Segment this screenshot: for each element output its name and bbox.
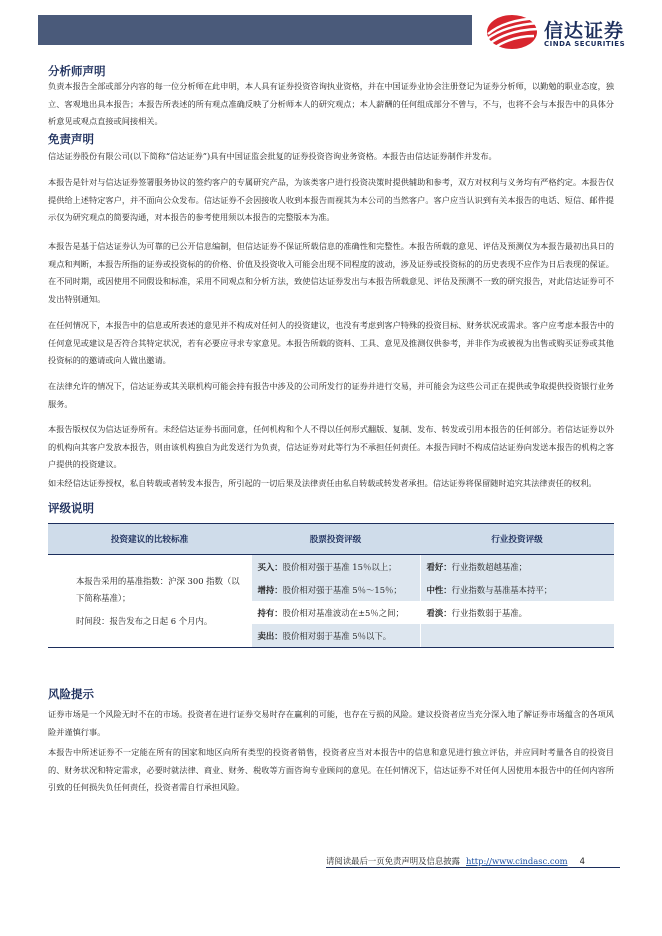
disclaimer-paragraph: 在法律允许的情况下，信达证券或其关联机构可能会持有报告中涉及的公司所发行的证券并进行交易，并可能会为这些公司正在提供或争取提供投资银行业务服务。: [48, 381, 614, 409]
industry-rating-header: 行业投资评级: [420, 524, 614, 555]
disclaimer-paragraph: 信达证券股份有限公司(以下简称“信达证券”)具有中国证监会批复的证券投资咨询业务资格。本报告由信达证券制作并发布。: [48, 151, 497, 161]
footer-text: 请阅读最后一页免责声明及信息披露: [326, 856, 460, 866]
rating-key: 看淡：: [426, 607, 452, 618]
rating-text: 股价相对弱于基准 5％以下。: [282, 630, 392, 641]
industry-rating-cell: [420, 578, 614, 601]
disclaimer-paragraph: 本报告版权仅为信达证券所有。未经信达证券书面同意，任何机构和个人不得以任何形式翻版、复制、发布、转发或引用本报告的任何部分。若信达证券以外的机构向其客户发放本报告，则由该机构独自为此发送行为负责，信达证券对此等行为不承担任何责任。本报告同时不构成信达证券向发送本报告的机构之客户提供的投资建议。: [48, 424, 614, 469]
rating-text: 行业指数超越基准；: [451, 561, 527, 572]
period-text: 时间段：报告发布之日起 6 个月内。: [76, 615, 213, 626]
risk-paragraph: 证券市场是一个风险无时不在的市场。投资者在进行证券交易时存在赢利的可能，也存在亏损的风险。建议投资者应当充分深入地了解证券市场蕴含的各项风险并谨慎行事。: [48, 709, 614, 737]
analyst-statement-title: 分析师声明: [48, 64, 106, 78]
rating-key: 看好：: [426, 561, 452, 572]
rating-text: 股价相对强于基准 5％～15％；: [282, 584, 402, 595]
disclaimer-paragraph: 本报告是针对与信达证券签署服务协议的签约客户的专属研究产品，为该类客户进行投资决策时提供辅助和参考，双方对权利与义务均有严格约定。本报告仅提供给上述特定客户，并不面向公众发布。信达证券不会因接收人收到本报告而视其为本公司的当然客户。客户应当认识到有关本报告的电话、短信、邮件提示仅为研究观点的简要沟通，对本报告的参考使用须以本报告的完整版本为准。: [48, 177, 614, 222]
rating-title: 评级说明: [48, 501, 94, 515]
logo-english-name: CINDA SECURITIES: [544, 40, 626, 48]
rating-key: 增持：: [257, 584, 283, 595]
stock-rating-cell: [251, 624, 420, 648]
rating-text: 行业指数弱于基准。: [451, 607, 527, 618]
industry-rating-cell: [420, 624, 614, 648]
website-link[interactable]: http://www.cindasc.com: [466, 856, 568, 866]
benchmark-text: 本报告采用的基准指数：沪深 300 指数（以下简称基准）；: [76, 575, 240, 603]
page-footer: [326, 855, 626, 867]
rating-table: [48, 523, 614, 648]
logo-chinese-name: 信达证券: [544, 20, 625, 42]
risk-paragraph: 本报告中所述证券不一定能在所有的国家和地区向所有类型的投资者销售，投资者应当对本报告中的信息和意见进行独立评估，并应同时考量各自的投资目的、财务状况和特定需求，必要时就法律、商业、财务、税收等方面咨询专业顾问的意见。在任何情况下，信达证券不对任何人因使用本报告中的任何内容所引致的任何损失负任何责任，投资者需自行承担风险。: [48, 747, 614, 792]
logo-emblem-icon: [484, 10, 542, 52]
rating-key: 中性：: [426, 584, 452, 595]
rating-text: 行业指数与基准基本持平；: [451, 584, 553, 595]
criteria-header: 投资建议的比较标准: [48, 524, 251, 555]
disclaimer-title: 免责声明: [48, 132, 94, 146]
stock-rating-header: 股票投资评级: [251, 524, 420, 555]
disclaimer-paragraph: 在任何情况下，本报告中的信息或所表述的意见并不构成对任何人的投资建议，也没有考虑到客户特殊的投资目标、财务状况或需求。客户应考虑本报告中的任何意见或建议是否符合其特定状况，若有必要应寻求专家意见。本报告所载的资料、工具、意见及推测仅供参考，并非作为或被视为出售或购买证券或其他投资标的的邀请或向人做出邀请。: [48, 320, 614, 365]
disclaimer-paragraph: 本报告是基于信达证券认为可靠的已公开信息编制，但信达证券不保证所载信息的准确性和完整性。本报告所载的意见、评估及预测仅为本报告最初出具日的观点和判断，本报告所指的证券或投资标的的价格、价值及投资收入可能会出现不同程度的波动，涉及证券或投资标的的历史表现不应作为日后表现的保证。在不同时期，或因使用不同假设和标准，采用不同观点和分析方法，致使信达证券发出与本报告所载意见、评估及预测不一致的研究报告，对此信达证券可不发出特别通知。: [48, 241, 614, 304]
rating-key: 持有：: [257, 607, 283, 618]
company-logo: [484, 10, 644, 52]
analyst-statement-text: 负责本报告全部或部分内容的每一位分析师在此申明，本人具有证券投资咨询执业资格，并在中国证券业协会注册登记为证券分析师，以勤勉的职业态度，独立、客观地出具本报告；本报告所表述的所有观点准确反映了分析师本人的研究观点；本人薪酬的任何组成部分不曾与，不与，也将不会与本报告中的具体分析意见或观点直接或间接相关。: [48, 81, 614, 126]
rating-key: 买入：: [257, 561, 283, 572]
disclaimer-paragraph: 如未经信达证券授权，私自转载或者转发本报告，所引起的一切后果及法律责任由私自转载或转发者承担。信达证券将保留随时追究其法律责任的权利。: [48, 478, 597, 488]
rating-text: 股价相对强于基准 15％以上；: [282, 561, 397, 572]
rating-table-header: [48, 524, 614, 555]
footer-divider: [326, 867, 620, 868]
criteria-cell: [48, 555, 251, 648]
page-number: 4: [579, 856, 585, 866]
stock-rating-cell: [251, 555, 420, 579]
industry-rating-cell: [420, 555, 614, 579]
industry-rating-cell: [420, 601, 614, 624]
rating-key: 卖出：: [257, 630, 283, 641]
rating-text: 股价相对基准波动在±5％之间；: [282, 607, 404, 618]
risk-title: 风险提示: [48, 687, 94, 701]
header-bar: [38, 15, 472, 45]
stock-rating-cell: [251, 578, 420, 601]
stock-rating-cell: [251, 601, 420, 624]
table-row: [48, 555, 614, 579]
